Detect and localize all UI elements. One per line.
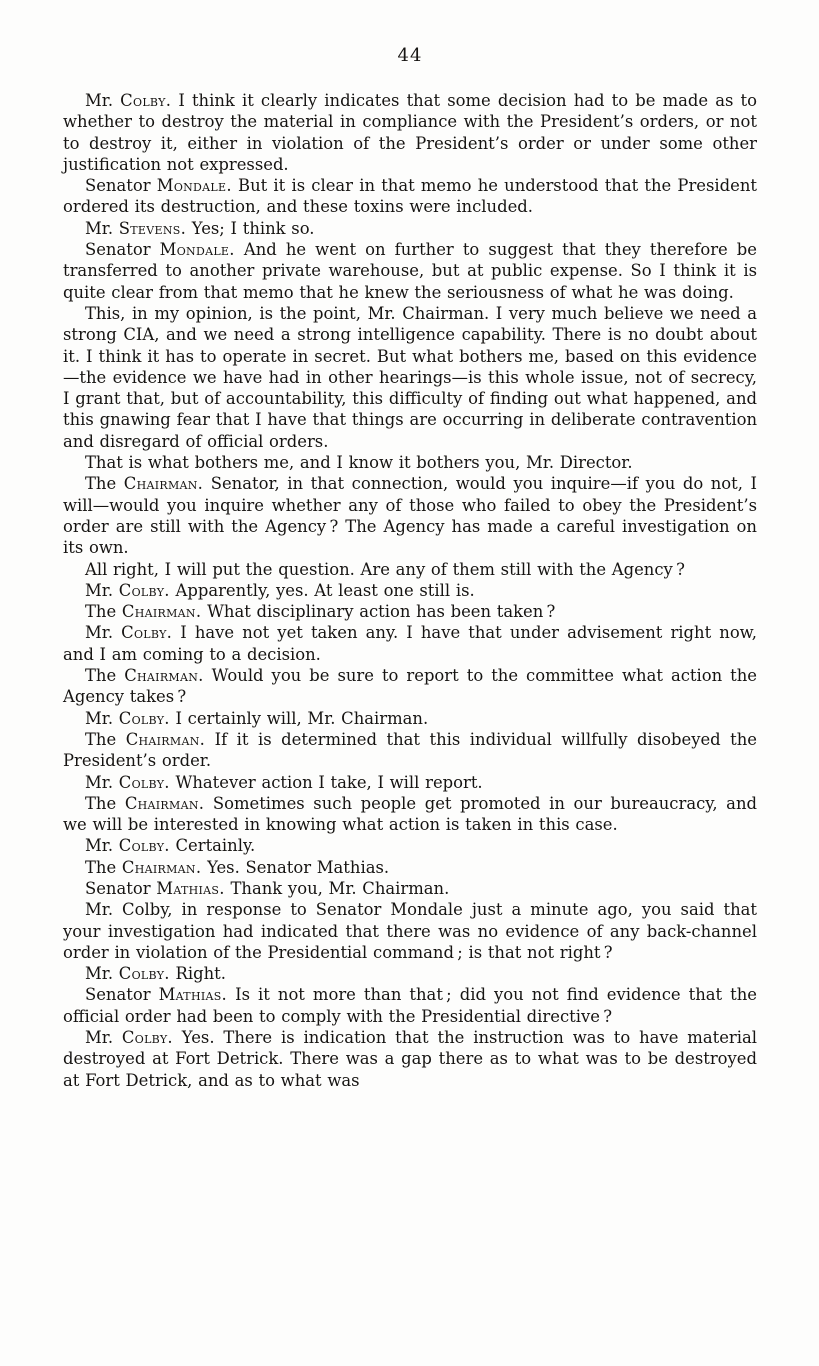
speaker-name: Chairman. [121,602,202,622]
speech-text: Would you be sure to report to the committee what action the Agency takes ? [63,666,757,707]
transcript-body [63,90,757,1091]
transcript-paragraph [63,665,757,708]
transcript-paragraph [63,580,757,601]
speech-text: Apparently, yes. At least one still is. [169,580,475,600]
speech-text: Yes; I think so. [186,218,315,238]
speech-text: I think it clearly indicates that some decision had to be made as to whether to destroy the material in compliance with the President’s orders, or not to destroy it, either in violation of the President’s order or under some other justification not expressed. [63,91,757,174]
speech-text: I have not yet taken any. I have that under advisement right now, and I am coming to a decision. [63,623,757,664]
speech-text: Mr. [85,218,119,238]
speech-text: Mr. [85,91,121,110]
speech-text: I certainly will, Mr. Chairman. [169,708,429,728]
speech-text: Mr. [85,772,119,792]
transcript-paragraph [63,878,757,899]
speech-text: The [85,857,122,877]
speech-text: Mr. Colby, in response to Senator Mondale just a minute ago, you said that your investigation had indicated that there was no evidence of any back-channel order in violation of the Presidential command ; is that not right ? [63,900,757,962]
transcript-paragraph [63,857,757,878]
speaker-name: Colby. [118,836,170,856]
speech-text: Thank you, Mr. Chairman. [224,878,450,898]
speech-text: This, in my opinion, is the point, Mr. Chairman. I very much believe we need a strong CIA, and we need a strong intelligence capability. There is no doubt about it. I think it has to operate in secret. But what bothers me, based on this evidence—the evidence we have had in other hearings—is this whole issue, not of secrecy, I grant that, but of accountability, this difficulty of finding out what happened, and this gnawing fear that I have that things are occurring in deliberate contravention and disregard of official orders. [63,303,757,451]
speech-text: Mr. [85,580,119,600]
transcript-paragraph [63,218,757,239]
speaker-name: Colby. [121,623,173,643]
transcript-paragraph [63,559,757,580]
speaker-name: Colby. [118,708,170,728]
transcript-paragraph [63,835,757,856]
transcript-paragraph [63,708,757,729]
speaker-name: Stevens. [118,218,187,238]
speech-text: Senator [85,878,157,898]
speaker-name: Chairman. [125,729,206,749]
speech-text: Mr. [85,836,119,856]
transcript-paragraph [63,622,757,665]
speaker-name: Mondale. [156,176,232,196]
speaker-name: Colby. [120,91,172,110]
speech-text: The [85,666,125,686]
transcript-paragraph [63,175,757,218]
speech-text: Mr. [85,964,119,984]
speech-text: Senator [85,240,160,260]
speech-text: But it is clear in that memo he understood that the President ordered its destruction, and these toxins were included. [63,176,757,217]
transcript-paragraph [63,772,757,793]
speaker-name: Chairman. [124,666,204,686]
speech-text: Right. [169,964,226,984]
speaker-name: Chairman. [123,474,204,494]
transcript-paragraph [63,1027,757,1091]
speech-text: Is it not more than that ; did you not find evidence that the official order had been to comply with the Presidential directive ? [63,985,757,1026]
speaker-name: Colby. [118,964,170,984]
speech-text: Sometimes such people get promoted in our bureaucracy, and we will be interested in knowing what action is taken in this case. [63,793,758,835]
speech-text: The [85,474,124,494]
page-number: 44 [397,45,423,66]
transcript-paragraph [63,452,757,473]
speech-text: Yes. Senator Mathias. [201,857,390,877]
speaker-name: Mathias. [156,878,225,898]
speech-text: The [85,793,125,813]
transcript-paragraph [63,90,757,175]
transcript-paragraph [63,963,757,984]
speaker-name: Colby. [118,772,170,792]
transcript-paragraph [63,899,757,963]
speaker-name: Mathias. [158,985,228,1005]
speech-text: Certainly. [169,836,256,856]
speech-text: If it is determined that this individual willfully disobeyed the President’s order. [63,729,757,771]
transcript-paragraph [63,793,757,836]
transcript-paragraph [63,984,757,1027]
transcript-paragraph [63,473,757,558]
transcript-paragraph [63,239,757,303]
speech-text: Senator [85,985,159,1005]
speech-text: Whatever action I take, I will report. [169,772,483,792]
speech-text: Senator, in that connection, would you inquire—if you do not, I will—would you inquire whether any of those who failed to obey the President’s order are still with the Agency ? The Agency has made a careful investigation on its own. [63,474,757,558]
speech-text: The [85,602,122,622]
speaker-name: Colby. [118,580,170,600]
speech-text: Senator [85,176,157,196]
speech-text: And he went on further to suggest that they therefore be transferred to another private warehouse, but at public expense. So I think it is quite clear from that memo that he knew the seriousness of what he was doing. [63,240,757,302]
speech-text: That is what bothers me, and I know it bothers you, Mr. Director. [85,453,633,473]
speech-text: Mr. [85,708,119,728]
speech-text: Mr. [85,1028,122,1048]
speaker-name: Mondale. [159,240,235,260]
transcript-paragraph [63,303,757,452]
speaker-name: Chairman. [124,793,205,813]
transcript-paragraph [63,601,757,622]
speech-text: Yes. There is indication that the instruction was to have material destroyed at Fort Detrick. There was a gap there as to what was to be destroyed at Fort Detrick, and as to what was [63,1028,757,1090]
speech-text: Mr. [85,623,122,643]
speech-text: The [85,729,126,749]
speech-text: What disciplinary action has been taken ? [201,602,556,622]
speaker-name: Chairman. [121,857,202,877]
speech-text: All right, I will put the question. Are any of them still with the Agency ? [85,559,685,579]
speaker-name: Colby. [121,1028,173,1048]
transcript-paragraph [63,729,757,772]
